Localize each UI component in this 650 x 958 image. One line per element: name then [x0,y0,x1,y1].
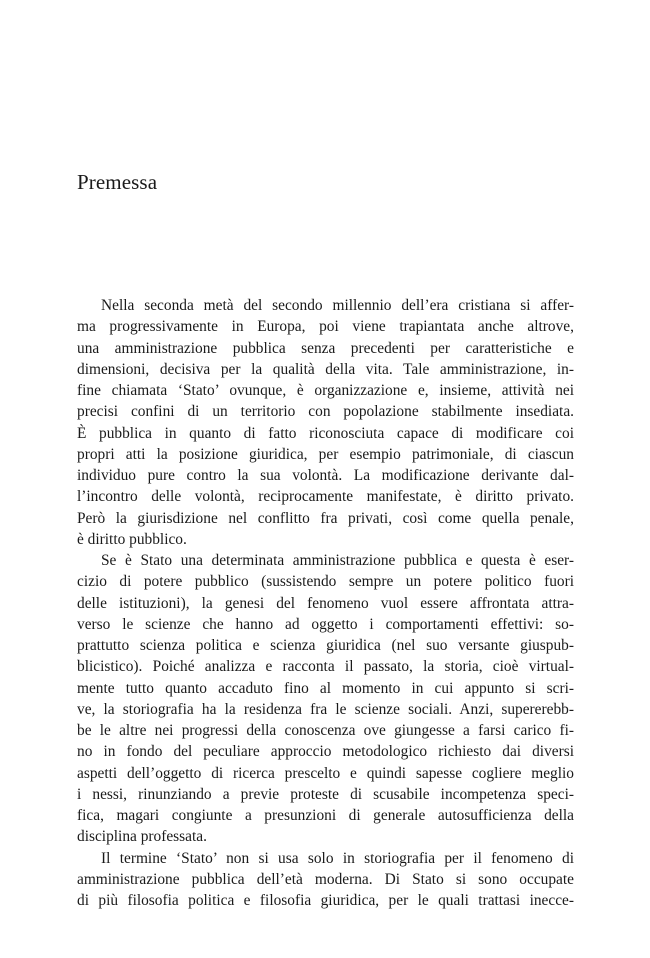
text-line: verso le scienze che hanno ad oggetto i comportamenti effettivi: so- [77,615,574,633]
text-line: blicistico). Poiché analizza e racconta il passato, la storia, cioè virtual- [77,658,574,676]
text-line: Però la giurisdizione nel conflitto fra privati, così come quella penale, [77,509,574,527]
text-line: aspetti dell’oggetto di ricerca prescelto e quindi sapesse cogliere meglio [77,764,574,782]
text-line: delle istituzioni), la genesi del fenomeno vuol essere affrontata attra- [77,594,574,612]
text-line: È pubblica in quanto di fatto riconosciuta capace di modificare coi [77,424,574,442]
text-line: disciplina professata. [77,828,207,846]
body-text [77,295,574,911]
text-line: amministrazione pubblica dell’età moderna. Di Stato si sono occupate [77,870,574,888]
text-line: di più filosofia politica e filosofia giuridica, per le quali trattasi inecce- [77,892,574,909]
text-line: una amministrazione pubblica senza precedenti per caratteristiche e [77,339,574,357]
text-line: cizio di potere pubblico (sussistendo sempre un potere politico fuori [77,573,574,591]
text-line: Se è Stato una determinata amministrazione pubblica e questa è eser- [101,552,574,569]
text-line: i nessi, rinunziando a previe proteste di scusabile incompetenza speci- [77,785,574,803]
text-line: precisi confini di un territorio con popolazione stabilmente insediata. [77,403,574,421]
text-line: Nella seconda metà del secondo millennio dell’era cristiana si affer- [101,297,574,314]
text-line: mente tutto quanto accaduto fino al momento in cui appunto si scri- [77,679,574,697]
text-line: Il termine ‘Stato’ non si usa solo in storiografia per il fenomeno di [101,849,574,867]
text-line: l’incontro delle volontà, reciprocamente manifestate, è diritto privato. [77,488,574,506]
chapter-title: Premessa [77,170,158,194]
text-line: fica, magari congiunte a presunzioni di generale autosufficienza della [77,807,574,824]
text-line: dimensioni, decisiva per la qualità della vita. Tale amministrazione, in- [77,360,574,378]
text-line: propri atti la posizione giuridica, per esempio patrimoniale, di ciascun [77,445,574,463]
text-line: fine chiamata ‘Stato’ ovunque, è organizzazione e, insieme, attività nei [77,382,574,399]
text-line: prattutto scienza politica e scienza giuridica (nel suo versante giuspub- [77,637,574,654]
text-line: ve, la storiografia ha la residenza fra le scienze sociali. Anzi, supererebb- [77,700,574,718]
text-line: be le altre nei progressi della conoscenza ove giungesse a farsi carico fi- [77,722,574,739]
text-line: è diritto pubblico. [77,530,187,548]
text-line: no in fondo del peculiare approccio metodologico richiesto dai diversi [77,743,574,761]
text-line: ma progressivamente in Europa, poi viene trapiantata anche altrove, [77,318,574,336]
text-line: individuo pure contro la sua volontà. La modificazione derivante dal- [77,467,574,484]
